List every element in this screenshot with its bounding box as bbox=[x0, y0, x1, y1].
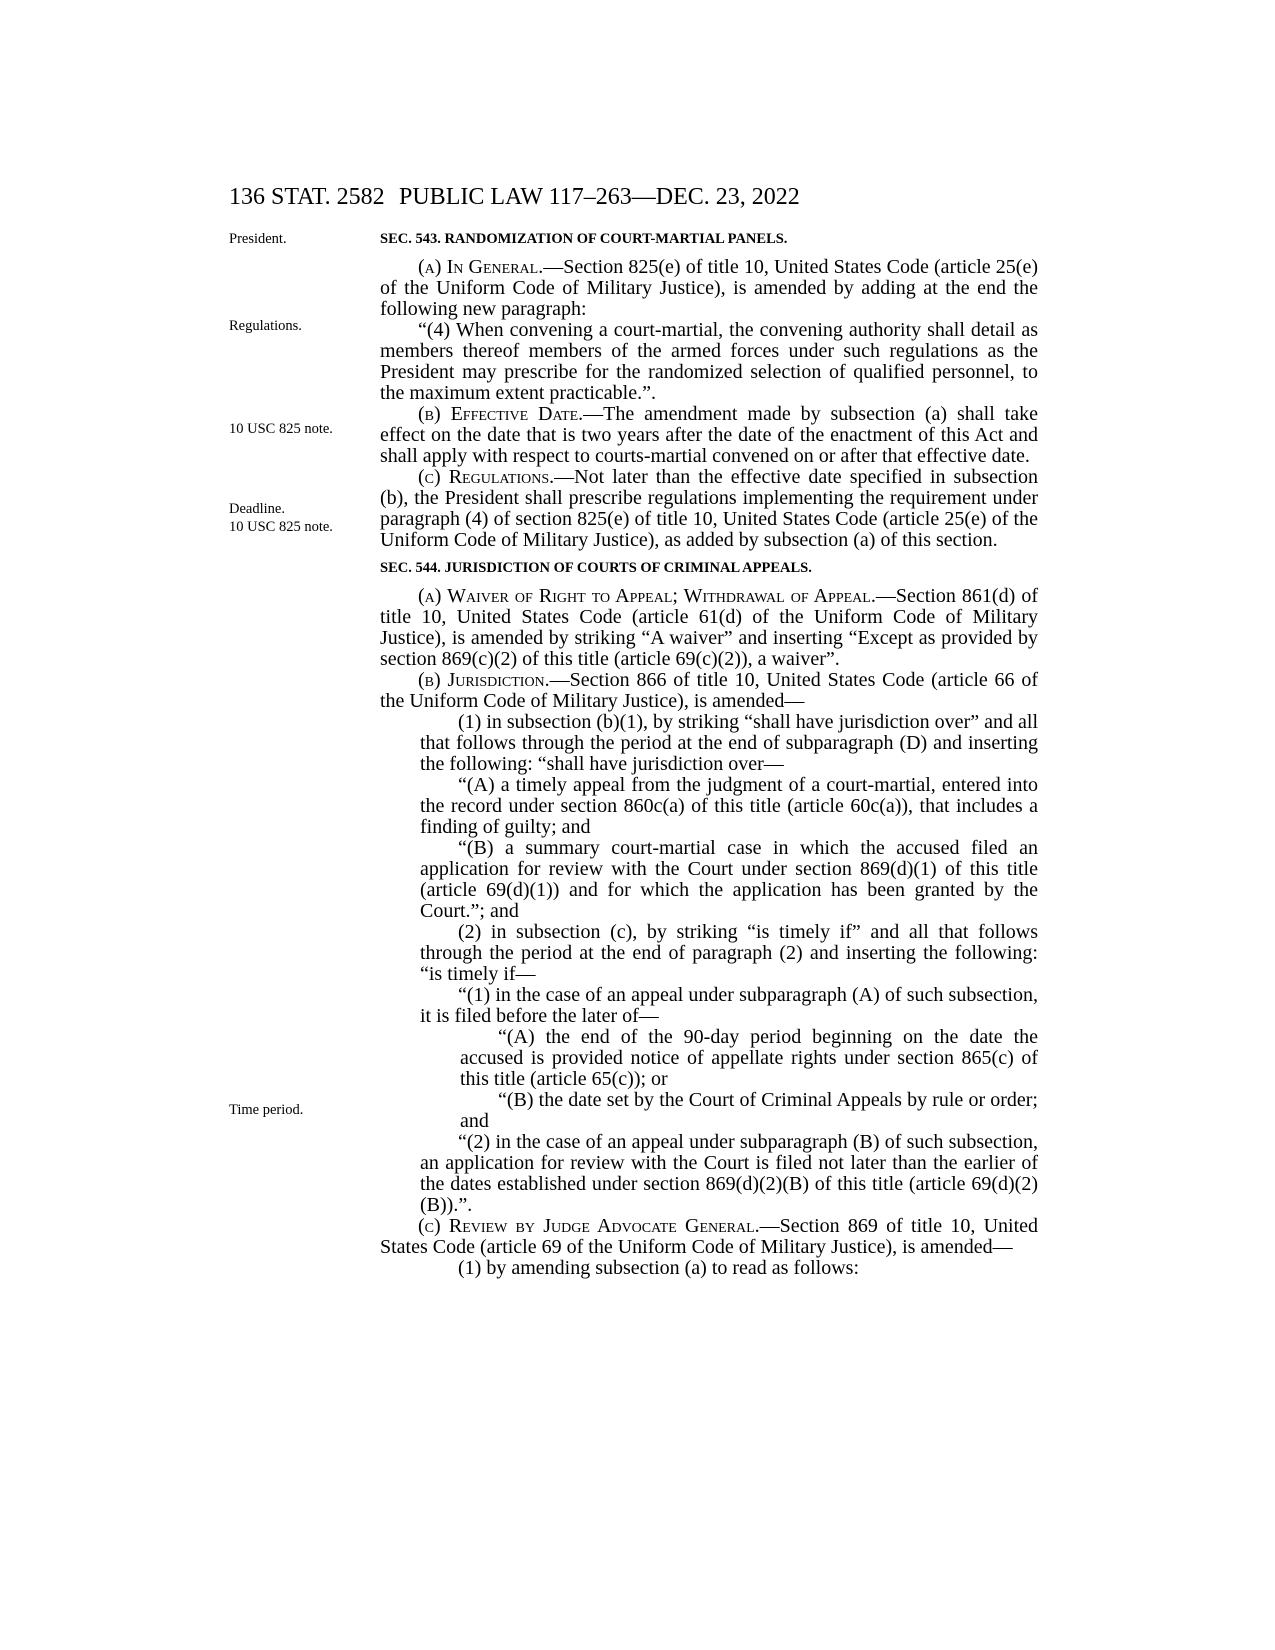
subsection-a bbox=[380, 586, 1038, 670]
running-header bbox=[229, 184, 1039, 218]
subsection-heading: (a) Waiver of Right to Appeal; Withdrawal of Appeal. bbox=[418, 585, 876, 607]
subsection-heading: (c) Review by Judge Advocate General. bbox=[418, 1215, 760, 1237]
subsection-b bbox=[380, 404, 1038, 467]
sidenote-time-period: Time period. bbox=[229, 1102, 304, 1118]
page-number: 136 STAT. 2582 bbox=[229, 184, 385, 210]
subsection-text: —Section 869 of title 10, United States Code (article 69 of the Uniform Code of Military Justice), is amended— bbox=[380, 1215, 1039, 1258]
quoted-subparagraph-b: “(B) the date set by the Court of Criminal Appeals by rule or order; and bbox=[460, 1089, 1038, 1132]
section-heading: SEC. 544. JURISDICTION OF COURTS OF CRIMINAL APPEALS. bbox=[380, 560, 812, 576]
subsection-text: —The amendment made by subsection (a) shall take effect on the date that is two years after the date of the enactment of this Act and shall apply with respect to courts-martial convened on or after that effective date. bbox=[380, 403, 1038, 467]
subsection-text: —Not later than the effective date specified in subsection (b), the President shall prescribe regulations implementing the requirement under paragraph (4) of section 825(e) of title 10, United States Code (article 25(e) of the Uniform Code of Military Justice), as added by subsection (a) of this section. bbox=[380, 466, 1038, 551]
subsection-heading: (b) Jurisdiction. bbox=[418, 669, 550, 691]
sidenote-deadline: Deadline. bbox=[229, 501, 285, 517]
subsection-heading: (c) Regulations. bbox=[418, 466, 555, 488]
subsection-heading: (b) Effective Date. bbox=[418, 403, 584, 425]
sidenote-regulations: Regulations. bbox=[229, 318, 302, 334]
subsection-b bbox=[380, 670, 1038, 712]
paragraph-1: (1) by amending subsection (a) to read as follows: bbox=[458, 1257, 860, 1279]
subsection-text: —Section 861(d) of title 10, United States Code (article 61(d) of the Uniform Code of Military Justice), is amended by striking “A waiver” and inserting “Except as provided by section 869(c)(2) of this title (article 69(c)(2)), a waiver”. bbox=[380, 585, 1038, 670]
sidenote-usc-note: 10 USC 825 note. bbox=[229, 421, 333, 437]
section-heading: SEC. 543. RANDOMIZATION OF COURT-MARTIAL PANELS. bbox=[380, 231, 788, 247]
subsection-c bbox=[380, 1216, 1038, 1258]
sidenote-president: President. bbox=[229, 231, 287, 247]
subparagraph-b: “(B) a summary court-martial case in which the accused filed an application for review with the Court under section 869(d)(1) of this title (article 69(d)(1)) and for which the application has been granted by the Court.”; and bbox=[420, 837, 1038, 922]
body-text bbox=[380, 229, 1038, 1279]
subparagraph-a: “(A) a timely appeal from the judgment of a court-martial, entered into the record under section 860c(a) of this title (article 60c(a)), that includes a finding of guilty; and bbox=[420, 774, 1038, 838]
quoted-paragraph-2: “(2) in the case of an appeal under subparagraph (B) of such subsection, an application for review with the Court is filed not later than the earlier of the dates established under section 869(d)(2)(B) of this title (article 69(d)(2)(B)).”. bbox=[420, 1131, 1038, 1216]
paragraph-4: “(4) When convening a court-martial, the convening authority shall detail as members thereof members of the armed forces under such regulations as the President may prescribe for the randomized selection of qualified personnel, to the maximum extent practicable.”. bbox=[380, 319, 1038, 404]
quoted-paragraph-1: “(1) in the case of an appeal under subparagraph (A) of such subsection, it is filed before the later of— bbox=[420, 984, 1038, 1027]
law-title: PUBLIC LAW 117–263—DEC. 23, 2022 bbox=[399, 184, 800, 210]
subsection-text: —Section 825(e) of title 10, United States Code (article 25(e) of the Uniform Code of Military Justice), is amended by adding at the end the following new paragraph: bbox=[380, 256, 1038, 320]
paragraph-2: (2) in subsection (c), by striking “is timely if” and all that follows through the period at the end of paragraph (2) and inserting the following: “is timely if— bbox=[420, 921, 1038, 985]
sidenote-usc-note: 10 USC 825 note. bbox=[229, 519, 333, 535]
subsection-text: —Section 866 of title 10, United States Code (article 66 of the Uniform Code of Military Justice), is amended— bbox=[380, 669, 1038, 712]
subsection-heading: (a) In General. bbox=[418, 256, 544, 278]
subsection-c bbox=[380, 467, 1038, 551]
quoted-subparagraph-a: “(A) the end of the 90-day period beginning on the date the accused is provided notice of appellate rights under section 865(c) of this title (article 65(c)); or bbox=[460, 1026, 1038, 1090]
subsection-a bbox=[380, 257, 1038, 320]
paragraph-1: (1) in subsection (b)(1), by striking “shall have jurisdiction over” and all that follows through the period at the end of subparagraph (D) and inserting the following: “shall have jurisdiction over— bbox=[420, 711, 1038, 775]
